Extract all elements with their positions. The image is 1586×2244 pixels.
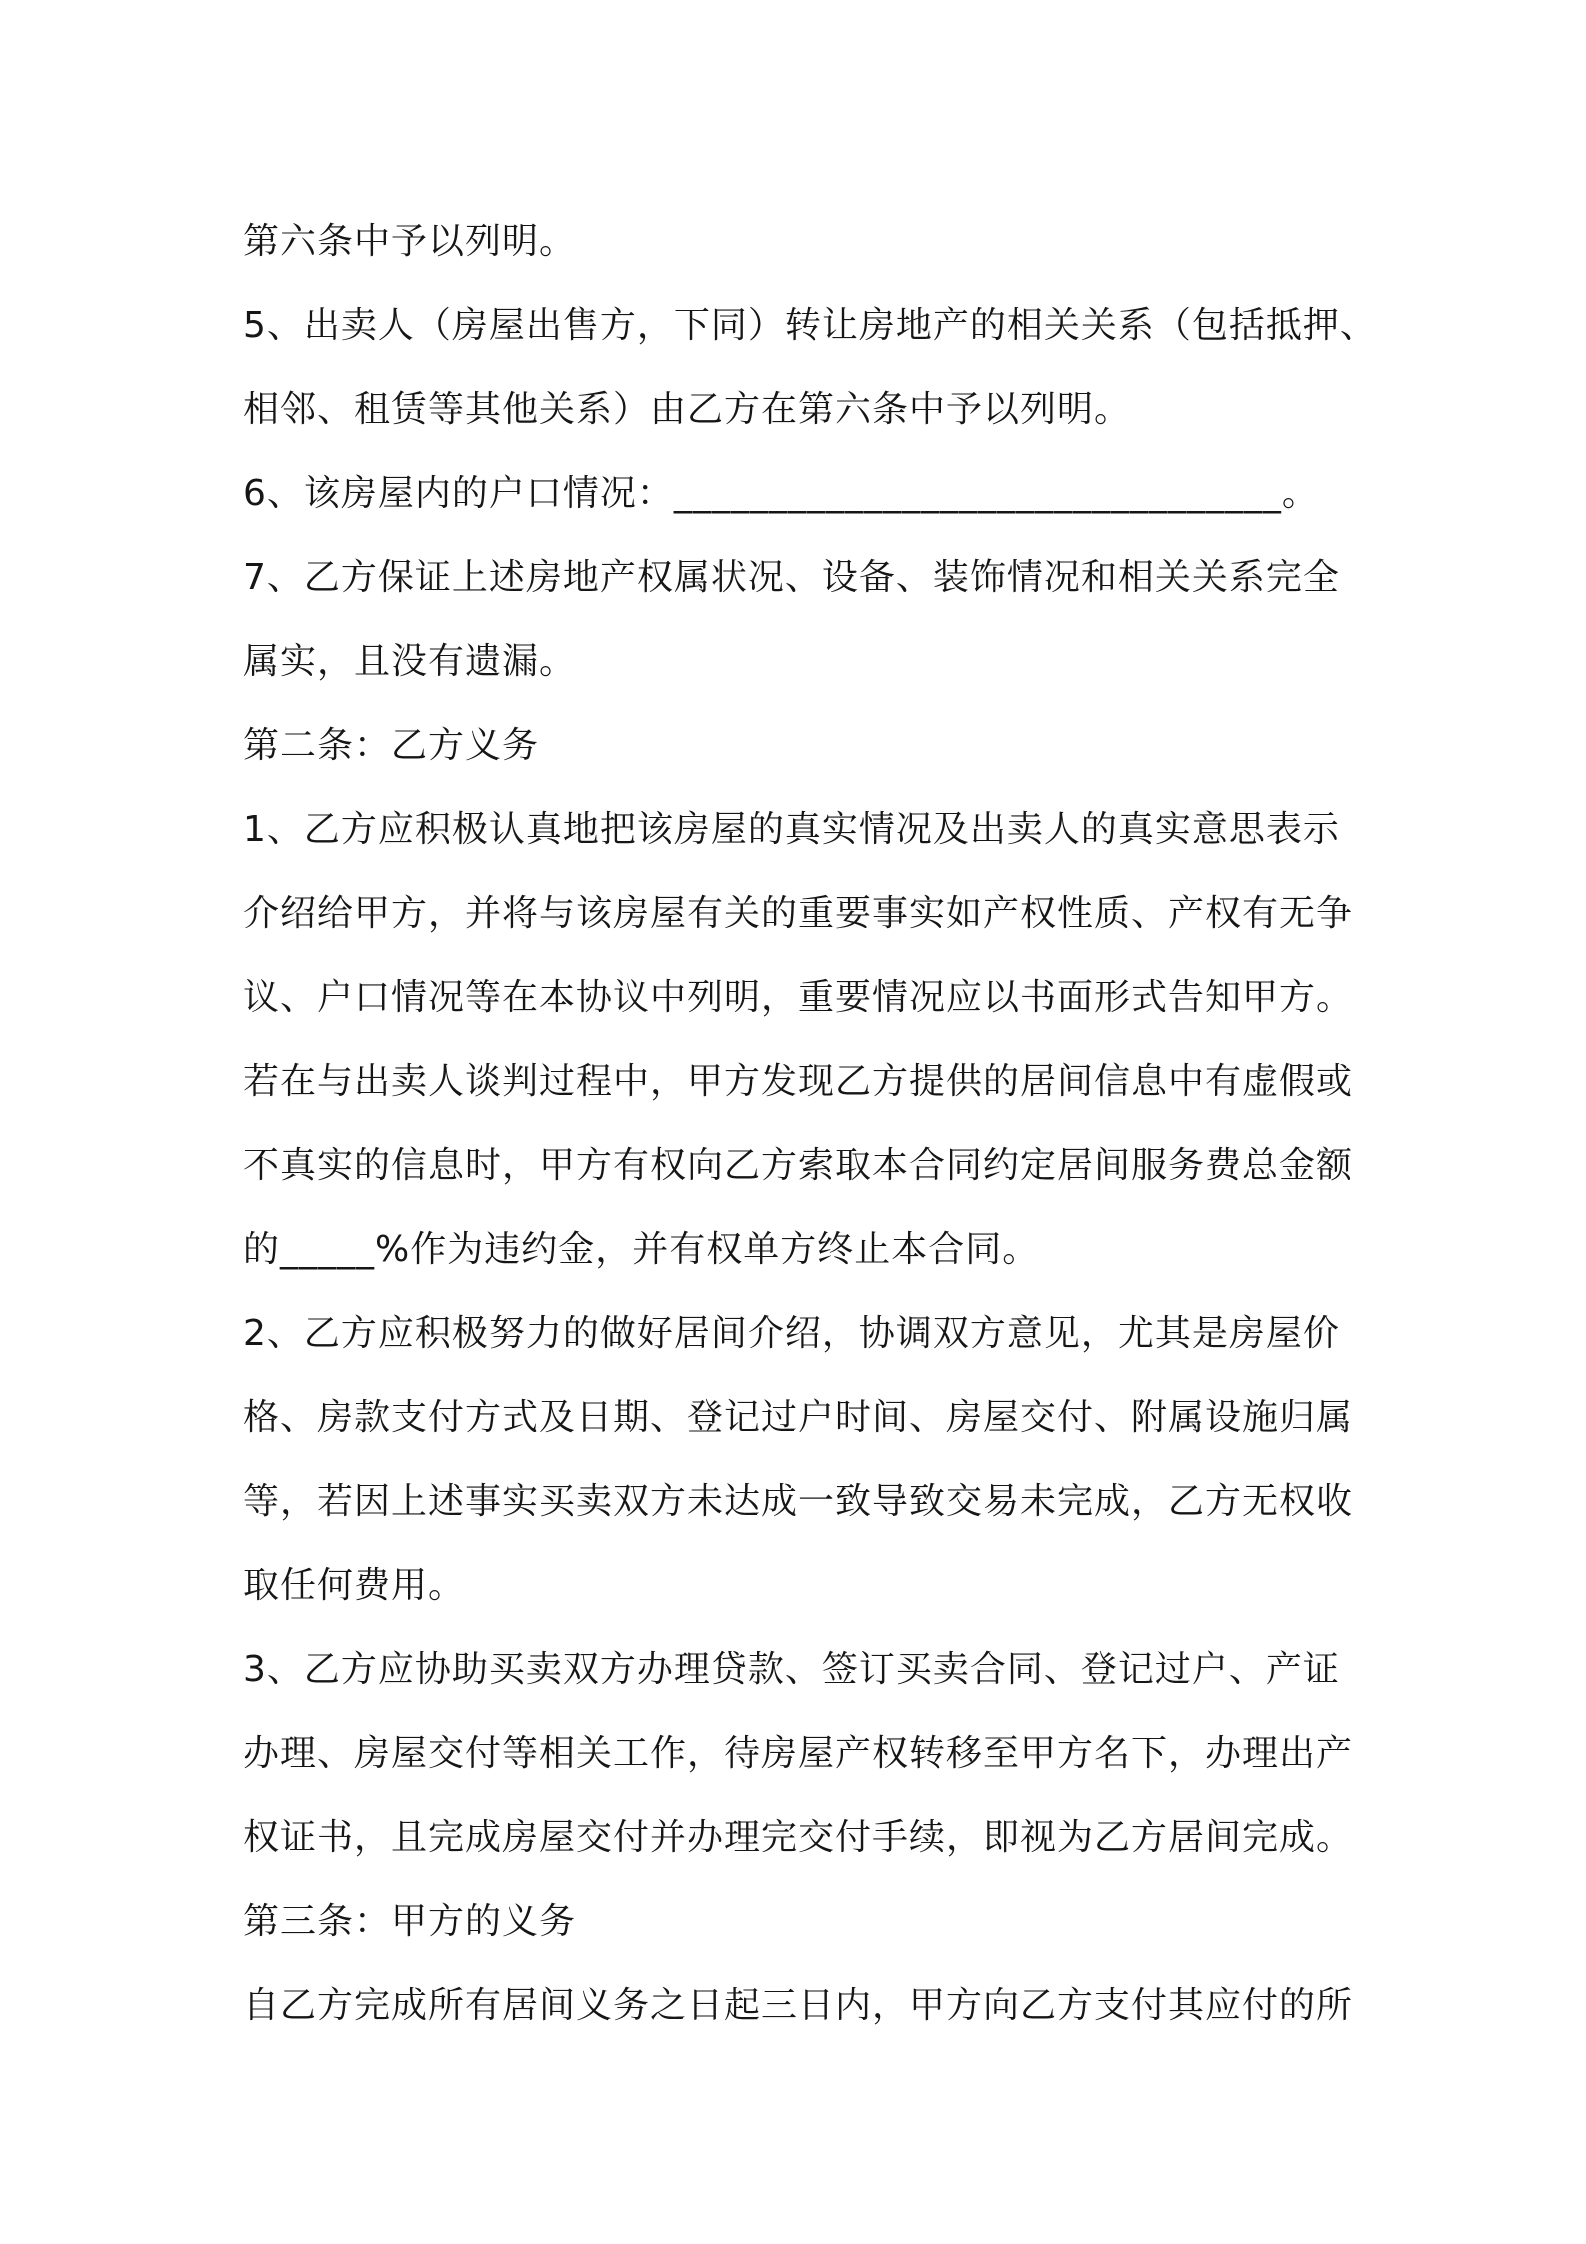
text-line: 7、乙方保证上述房地产权属状况、设备、装饰情况和相关关系完全 [243,557,1340,598]
text-line: 属实，且没有遗漏。 [243,641,577,682]
text-line: 自乙方完成所有居间义务之日起三日内，甲方向乙方支付其应付的所 [243,1985,1354,2026]
text-line: 1、乙方应积极认真地把该房屋的真实情况及出卖人的真实意思表示 [243,809,1340,850]
text-line: 不真实的信息时，甲方有权向乙方索取本合同约定居间服务费总金额 [243,1145,1354,1186]
text-line: 介绍给甲方，并将与该房屋有关的重要事实如产权性质、产权有无争 [243,893,1354,934]
text-line: 办理、房屋交付等相关工作，待房屋产权转移至甲方名下，办理出产 [243,1733,1354,1774]
text-line: 取任何费用。 [243,1565,466,1606]
section-heading: 第三条：甲方的义务 [243,1901,577,1942]
text-line: 5、出卖人（房屋出售方，下同）转让房地产的相关关系（包括抵押、 [243,305,1377,346]
text-line: 3、乙方应协助买卖双方办理贷款、签订买卖合同、登记过户、产证 [243,1649,1340,1690]
text-line: 6、该房屋内的户口情况：________________________________。 [243,473,1319,514]
document-body [243,200,1377,2048]
text-line: 格、房款支付方式及日期、登记过户时间、房屋交付、附属设施归属 [243,1397,1354,1438]
text-line: 议、户口情况等在本协议中列明，重要情况应以书面形式告知甲方。 [243,977,1354,1018]
text-line: 相邻、租赁等其他关系）由乙方在第六条中予以列明。 [243,389,1132,430]
text-line: 权证书，且完成房屋交付并办理完交付手续，即视为乙方居间完成。 [243,1817,1354,1858]
text-line: 若在与出卖人谈判过程中，甲方发现乙方提供的居间信息中有虚假或 [243,1061,1354,1102]
text-line: 的_____%作为违约金，并有权单方终止本合同。 [243,1229,1040,1270]
text-line: 2、乙方应积极努力的做好居间介绍，协调双方意见，尤其是房屋价 [243,1313,1340,1354]
text-line: 等，若因上述事实买卖双方未达成一致导致交易未完成，乙方无权收 [243,1481,1354,1522]
text-line: 第六条中予以列明。 [243,221,577,262]
section-heading: 第二条：乙方义务 [243,725,540,766]
